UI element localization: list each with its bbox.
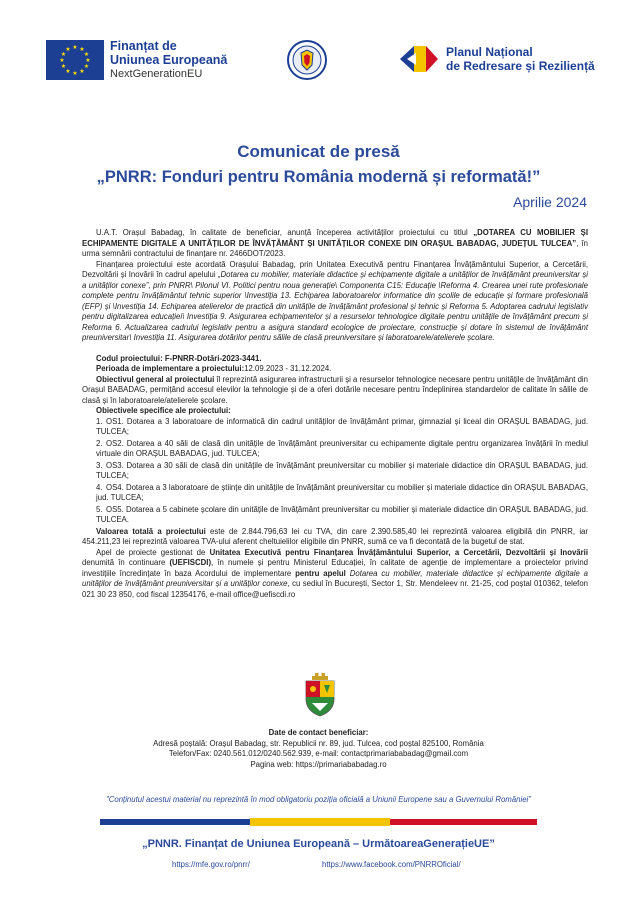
project-code: Codul proiectului: F-PNRR-Dotări-2023-3441.: [96, 353, 262, 363]
total-value-text: este de 2.844.796,63 lei cu TVA, din care 2.390.585,40 lei reprezintă valoarea eligibilă din PNRR, iar 454.211,23 lei reprezintă valoarea TVA-ului aferent cheltuielilor eligibile din PNRR, sumă ce va fi decontată de la bugetul de stat.: [82, 526, 588, 546]
list-item-number: 5.: [96, 504, 103, 514]
list-item: [96, 505, 588, 526]
list-item-number: 2.: [96, 438, 103, 448]
call-acronym: (UEFISCDI): [169, 558, 212, 567]
page-title: Comunicat de presă: [237, 142, 400, 161]
eu-line3: NextGenerationEU: [110, 68, 203, 80]
pnrr-line2: de Redresare și Reziliență: [446, 59, 595, 73]
eu-line1: Finanțat de: [110, 39, 177, 53]
call-text-f: pentru apelul: [295, 568, 346, 578]
implementation-period: [82, 364, 588, 375]
contact-address: Adresă poștală: Orașul Babadag, str. Republicii nr. 89, jud. Tulcea, cod poștal 825100, România: [153, 738, 484, 748]
svg-text:★: ★: [79, 68, 85, 75]
page-subtitle: „PNRR: Fonduri pentru România modernă și reformată!”: [96, 168, 541, 186]
svg-text:★: ★: [72, 70, 78, 77]
general-objective-label: Obiectivul general al proiectului: [96, 374, 215, 384]
call-paragraph: [82, 548, 588, 601]
list-item: [96, 417, 588, 438]
contact-web: Pagina web: https://primariababadag.ro: [250, 759, 387, 769]
government-seal-icon: [287, 40, 327, 80]
svg-text:★: ★: [79, 46, 85, 53]
svg-text:★: ★: [60, 51, 67, 58]
disclaimer: ”Conținutul acestui material nu reprezintă în mod obligatoriu poziția oficială a Uniunii Europene sau a Guvernului României”: [106, 795, 531, 804]
eu-line2: Uniunea Europeană: [110, 53, 228, 67]
general-objective: [82, 375, 588, 407]
svg-text:★: ★: [59, 57, 65, 64]
intro-paragraph: [82, 228, 588, 260]
list-item-text: OS1. Dotarea a 3 laboratoare de informatică din cadrul unităților de învățământ primar, gimnazial și liceal din ORAȘUL BABADAG, jud. TULCEA;: [96, 416, 588, 436]
call-text-a: Apel de proiecte gestionat de: [96, 547, 210, 557]
funding-call: „Dotarea cu mobilier, materiale didactice și echipamente digitale a unităților de învățământ preuniversitar și a unităților conexe”, prin PNRR\ Pilonul VI. Politici pentru noua generație\ Componenta C15: Educație \Reforma 4. Crearea unei rute profesionale complete pentru învățământul tehnic superior \Investiția 13. Echiparea laboratoarelor informatice din școlile de educație și formare profesională (EFP) și \Investiția 14. Echiparea atelierelor de practică din unitățile de învățământ profesional și tehnic și Reforma 5. Adoptarea cadrului legislativ pentru digitalizarea educației\ Investiția 9. Asigurarea echipamentelor și a resurselor tehnologice digitale pentru unitățile de învățământ precum și Reforma 6. Actualizarea cadrului legislativ pentru a asigura standard ecologice de proiectare, construcție și dotare în sistemul de învățământ preuniversitar\ Investiția 11. Asigurarea dotărilor pentru sălile de clasă preuniversitare și laboratoarele/atelierele școlare.: [82, 270, 588, 342]
call-text-e: , în numele și pentru Ministerul Educației, în calitate de agenție de implementare a proiectelor privind investițiile încredințate în baza Acordului de implementare: [82, 558, 588, 578]
svg-text:★: ★: [85, 57, 91, 64]
call-text-h: , cu sediul în București, Sector 1, Str. Mendeleev nr. 21-25, cod poștal 010362, telefon 021 30 23 850, cod fiscal 12354176, e-mail office@uefiscdi.ro: [82, 579, 588, 599]
list-item-text: OS4. Dotarea a 3 laboratoare de științe din unitățile de învățământ preuniversitar cu mobilier și materiale didactice din ORAȘUL BABADAG, jud. TULCEA;: [96, 482, 588, 502]
mfe-link[interactable]: https://mfe.gov.ro/pnrr/: [172, 860, 250, 869]
svg-text:★: ★: [83, 51, 90, 58]
general-objective-text: îl reprezintă asigurarea infrastructurii și a resurselor tehnologice necesare pentru unitățile de învățământ din Orașul BABADAG, permițând accesul elevilor la tehnologie și de a oferi dotările necesare pentru îndeplinirea standardelor de calitate în sălile de clasă și în laboratoarele/atelierele școlare.: [82, 374, 588, 405]
call-text-c: denumită în continuare: [82, 558, 170, 567]
list-item-text: OS3. Dotarea a 30 săli de clasă din unitățile de învățământ preuniversitar cu mobilier și materiale didactice din ORAȘUL BABADAG, jud. TULCEA;: [96, 460, 588, 480]
specific-objectives-label: Obiectivele specifice ale proiectului:: [96, 406, 231, 415]
period-label: Perioada de implementare a proiectului:: [96, 364, 245, 373]
pnrr-title: [446, 45, 626, 73]
pnrr-line1: Planul Național: [446, 45, 533, 59]
funding-text: Finanțarea proiectului este acordată Orașului Babadag, prin Unitatea Executivă pentru Finanțarea Învățământului Superior, a Cercetării, Dezvoltării și Inovării în cadrul apelului: [82, 259, 588, 279]
list-item: [96, 439, 588, 460]
contact-phone: Telefon/Fax: 0240.561.012/0240.562.939, e-mail: contactprimariababadag@gmail.com: [168, 749, 469, 758]
eu-funding-text: [110, 39, 230, 81]
list-item: [96, 483, 588, 504]
intro-contract: , în urma semnării contractului de finanțare nr. 2466DOT/2023.: [82, 238, 588, 258]
list-item-text: OS2. Dotarea a 40 săli de clasă din unitățile de învățământ preuniversitar cu echipamente digitale pentru organizarea învățării în mediul virtuale din ORAȘUL BABADAG, jud. TULCEA;: [96, 438, 588, 458]
call-agency: Unitatea Executivă pentru Finanțarea Învățământului Superior, a Cercetării, Dezvoltării și Inovării: [209, 547, 588, 557]
call-text-g: Dotarea cu mobilier, materiale didactice și echipamente digitale a unităților de învățământ preuniversitar și a unităților conexe: [82, 568, 588, 588]
svg-text:★: ★: [83, 63, 90, 70]
list-item-number: 4.: [96, 482, 103, 492]
list-item: [96, 461, 588, 482]
contact-block: [0, 728, 637, 770]
pnrr-logo: [398, 44, 440, 74]
list-item-text: OS5. Dotarea a 5 cabinete școlare din unitățile de învățământ preuniversitar cu mobilier și materiale didactice din ORAȘUL BABADAG, jud. TULCEA.: [96, 504, 588, 524]
period-value: 12.09.2023 - 31.12.2024.: [244, 364, 332, 373]
contact-title: Date de contact beneficiar:: [268, 728, 369, 737]
total-value-paragraph: [82, 527, 588, 548]
list-item-number: 3.: [96, 460, 103, 470]
eu-flag-logo: [46, 40, 104, 80]
intro-text: U.A.T. Orașul Babadag, în calitate de beneficiar, anunță începerea activităților proiectului cu titlul: [96, 228, 474, 237]
funding-paragraph: [82, 260, 588, 344]
babadag-coat-of-arms-icon: [302, 673, 338, 717]
list-item-number: 1.: [96, 416, 103, 426]
project-title: „DOTAREA CU MOBILIER ȘI ECHIPAMENTE DIGITALE A UNITĂȚILOR DE ÎNVĂȚĂMÂNT ȘI UNITĂȚILOR CONEXE DIN ORAȘUL BABADAG, JUDEȚUL TULCEA”: [82, 228, 588, 248]
total-value-label: Valoarea totală a proiectului: [96, 526, 206, 536]
facebook-link[interactable]: https://www.facebook.com/PNRROficial/: [322, 860, 461, 869]
svg-text:★: ★: [60, 63, 67, 70]
press-release-body: [82, 228, 588, 600]
footer-title: „PNNR. Finanțat de Uniunea Europeană – UrmătoareaGenerațieUE”: [142, 838, 495, 850]
svg-text:★: ★: [65, 68, 71, 75]
footer-color-band: [100, 815, 537, 829]
svg-text:★: ★: [65, 46, 71, 53]
objectives-list: [82, 417, 588, 526]
svg-text:★: ★: [72, 44, 78, 51]
press-release-date: Aprilie 2024: [513, 194, 587, 210]
